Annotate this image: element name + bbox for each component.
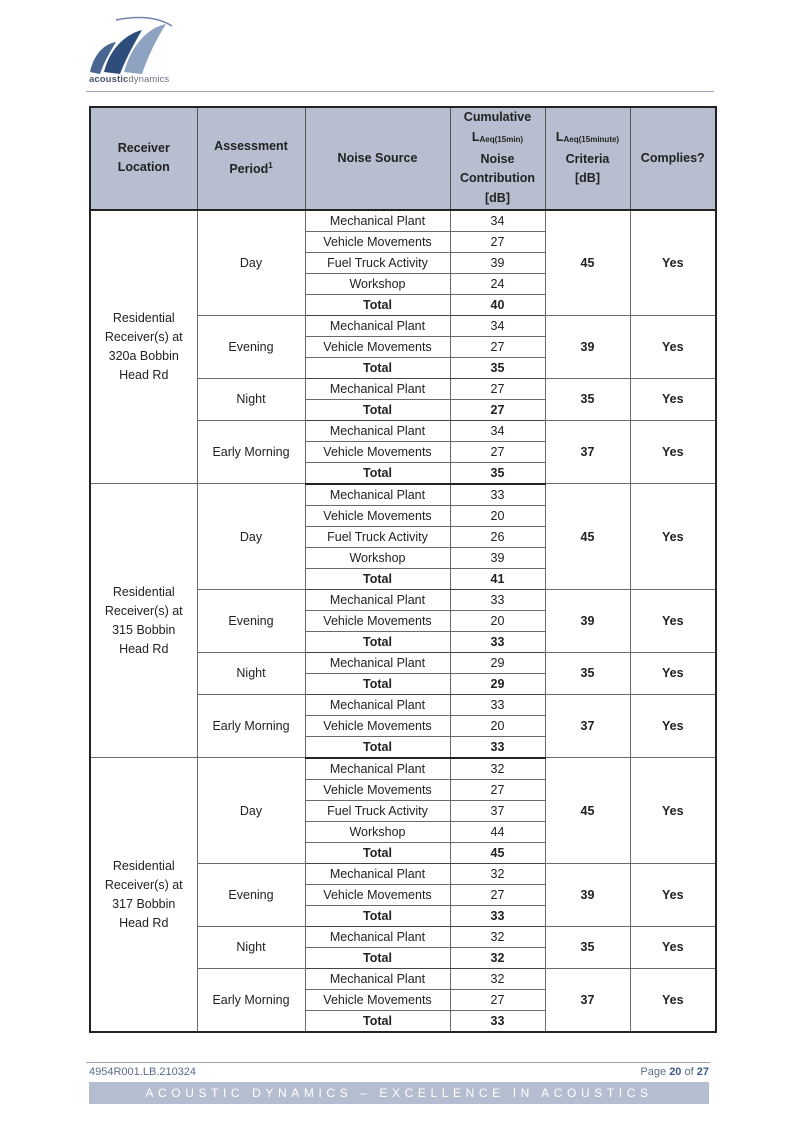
noise-contribution-cell: 32 [450,968,545,989]
noise-contribution-cell: 27 [450,441,545,462]
noise-source-cell: Mechanical Plant [305,420,450,441]
noise-contribution-cell: 32 [450,863,545,884]
noise-source-cell: Mechanical Plant [305,968,450,989]
total-value-cell: 33 [450,905,545,926]
criteria-cell: 37 [545,420,630,484]
total-label-cell: Total [305,842,450,863]
receiver-location-cell: Residential Receiver(s) at 317 Bobbin Head Rd [90,758,197,1032]
noise-contribution-cell: 20 [450,610,545,631]
noise-source-cell: Mechanical Plant [305,210,450,232]
noise-contribution-cell: 37 [450,800,545,821]
total-label-cell: Total [305,947,450,968]
noise-source-cell: Fuel Truck Activity [305,800,450,821]
table-row [90,210,716,232]
assessment-period-cell: Night [197,378,305,420]
noise-contribution-cell: 27 [450,231,545,252]
total-value-cell: 27 [450,399,545,420]
total-value-cell: 45 [450,842,545,863]
assessment-period-cell: Day [197,210,305,316]
total-value-cell: 41 [450,568,545,589]
noise-contribution-cell: 27 [450,779,545,800]
criteria-cell: 45 [545,484,630,590]
footer-banner: ACOUSTIC DYNAMICS – EXCELLENCE IN ACOUSTICS [89,1082,709,1104]
total-label-cell: Total [305,905,450,926]
header-criteria: LAeq(15minute) Criteria [dB] [545,107,630,210]
complies-cell: Yes [630,863,716,926]
header-cumulative-contribution: Cumulative LAeq(15min) Noise Contribution [dB] [450,107,545,210]
table-body [90,210,716,1032]
complies-cell: Yes [630,378,716,420]
noise-source-cell: Workshop [305,547,450,568]
noise-source-cell: Vehicle Movements [305,336,450,357]
noise-source-cell: Vehicle Movements [305,231,450,252]
assessment-period-cell: Evening [197,863,305,926]
total-value-cell: 33 [450,1010,545,1032]
noise-contribution-cell: 27 [450,884,545,905]
assessment-period-cell: Day [197,758,305,864]
complies-cell: Yes [630,484,716,590]
complies-cell: Yes [630,652,716,694]
noise-contribution-cell: 29 [450,652,545,673]
complies-cell: Yes [630,589,716,652]
noise-source-cell: Mechanical Plant [305,863,450,884]
noise-source-cell: Vehicle Movements [305,505,450,526]
footer-divider [86,1062,710,1063]
noise-source-cell: Fuel Truck Activity [305,526,450,547]
noise-source-cell: Vehicle Movements [305,610,450,631]
complies-cell: Yes [630,210,716,316]
criteria-cell: 39 [545,315,630,378]
total-label-cell: Total [305,1010,450,1032]
criteria-cell: 45 [545,758,630,864]
criteria-cell: 39 [545,863,630,926]
noise-contribution-cell: 20 [450,715,545,736]
total-label-cell: Total [305,462,450,484]
noise-assessment-table [89,106,717,1033]
complies-cell: Yes [630,420,716,484]
noise-contribution-cell: 34 [450,420,545,441]
total-value-cell: 35 [450,357,545,378]
noise-source-cell: Mechanical Plant [305,758,450,780]
receiver-location-cell: Residential Receiver(s) at 320a Bobbin Head Rd [90,210,197,484]
noise-source-cell: Vehicle Movements [305,989,450,1010]
header-receiver-location: Receiver Location [90,107,197,210]
noise-contribution-cell: 44 [450,821,545,842]
criteria-cell: 35 [545,652,630,694]
total-label-cell: Total [305,736,450,758]
noise-contribution-cell: 34 [450,210,545,232]
complies-cell: Yes [630,968,716,1032]
header-complies: Complies? [630,107,716,210]
criteria-cell: 37 [545,694,630,758]
assessment-period-cell: Night [197,926,305,968]
assessment-period-cell: Early Morning [197,420,305,484]
noise-contribution-cell: 32 [450,758,545,780]
noise-source-cell: Vehicle Movements [305,441,450,462]
noise-source-cell: Mechanical Plant [305,652,450,673]
noise-contribution-cell: 39 [450,547,545,568]
noise-contribution-cell: 26 [450,526,545,547]
table-row [90,484,716,506]
noise-contribution-cell: 20 [450,505,545,526]
noise-source-cell: Mechanical Plant [305,589,450,610]
noise-contribution-cell: 33 [450,694,545,715]
noise-source-cell: Vehicle Movements [305,884,450,905]
complies-cell: Yes [630,926,716,968]
noise-contribution-cell: 27 [450,989,545,1010]
complies-cell: Yes [630,758,716,864]
noise-source-cell: Vehicle Movements [305,779,450,800]
total-label-cell: Total [305,568,450,589]
criteria-cell: 35 [545,378,630,420]
total-value-cell: 33 [450,631,545,652]
criteria-cell: 45 [545,210,630,316]
noise-contribution-cell: 33 [450,484,545,506]
assessment-period-cell: Evening [197,315,305,378]
noise-source-cell: Mechanical Plant [305,926,450,947]
noise-source-cell: Mechanical Plant [305,378,450,399]
header-assessment-period: Assessment Period$^1$ [197,107,305,210]
header-divider [86,91,714,92]
total-value-cell: 40 [450,294,545,315]
assessment-period-cell: Early Morning [197,694,305,758]
noise-source-cell: Workshop [305,273,450,294]
criteria-cell: 35 [545,926,630,968]
total-value-cell: 29 [450,673,545,694]
table-row [90,758,716,780]
total-value-cell: 32 [450,947,545,968]
criteria-cell: 37 [545,968,630,1032]
assessment-period-cell: Day [197,484,305,590]
noise-contribution-cell: 24 [450,273,545,294]
criteria-cell: 39 [545,589,630,652]
assessment-period-cell: Early Morning [197,968,305,1032]
total-label-cell: Total [305,399,450,420]
noise-source-cell: Workshop [305,821,450,842]
noise-contribution-cell: 27 [450,336,545,357]
logo-wordmark: acousticdynamics [89,74,170,85]
total-label-cell: Total [305,294,450,315]
total-value-cell: 33 [450,736,545,758]
document-reference: 4954R001.LB.210324 [89,1066,197,1078]
noise-contribution-cell: 32 [450,926,545,947]
noise-contribution-cell: 34 [450,315,545,336]
page-number: Page 20 of 27 [640,1066,709,1078]
assessment-period-cell: Night [197,652,305,694]
total-label-cell: Total [305,673,450,694]
table-header-row [90,107,716,210]
noise-contribution-cell: 27 [450,378,545,399]
total-label-cell: Total [305,357,450,378]
noise-source-cell: Mechanical Plant [305,315,450,336]
noise-source-cell: Fuel Truck Activity [305,252,450,273]
noise-source-cell: Mechanical Plant [305,694,450,715]
assessment-period-cell: Evening [197,589,305,652]
complies-cell: Yes [630,315,716,378]
receiver-location-cell: Residential Receiver(s) at 315 Bobbin Head Rd [90,484,197,758]
noise-contribution-cell: 39 [450,252,545,273]
header-noise-source: Noise Source [305,107,450,210]
total-value-cell: 35 [450,462,545,484]
noise-source-cell: Vehicle Movements [305,715,450,736]
complies-cell: Yes [630,694,716,758]
total-label-cell: Total [305,631,450,652]
noise-source-cell: Mechanical Plant [305,484,450,506]
noise-contribution-cell: 33 [450,589,545,610]
